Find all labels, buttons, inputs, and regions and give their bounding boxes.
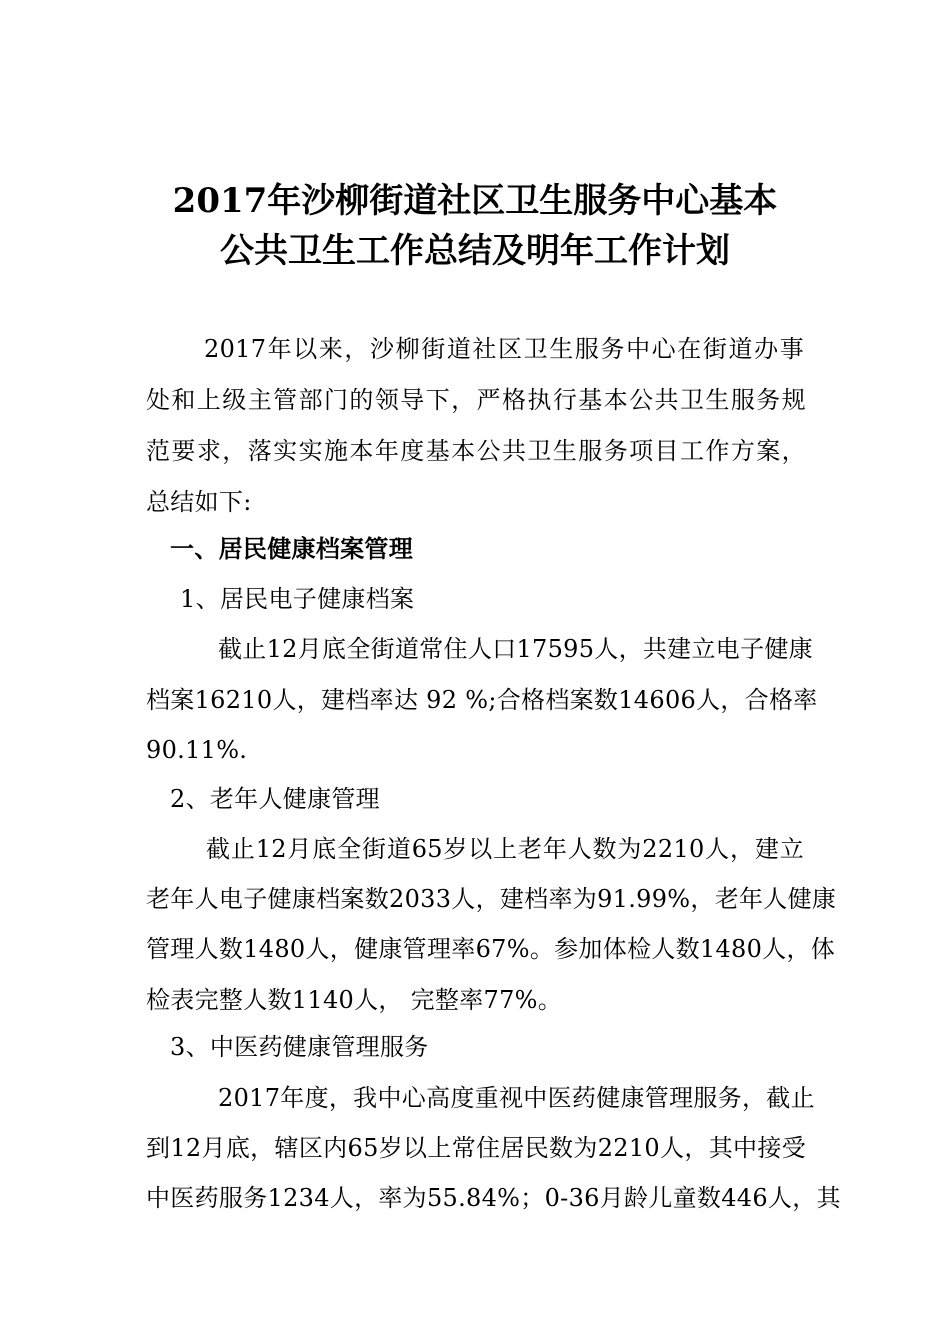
section-heading-resident-health-records: 一、居民健康档案管理 <box>170 534 413 563</box>
intro-line-2: 处和上级主管部门的领导下，严格执行基本公共卫生服务规 <box>146 386 806 414</box>
subheading-electronic-health-records: 1、居民电子健康档案 <box>180 585 415 613</box>
sub1-line-1: 截止12月底全街道常住人口17595人，共建立电子健康 <box>218 635 813 663</box>
document-title-line-1: 2017年沙柳街道社区卫生服务中心基本 <box>172 181 778 221</box>
intro-line-1: 2017年以来，沙柳街道社区卫生服务中心在街道办事 <box>204 335 804 363</box>
sub2-line-1: 截止12月底全街道65岁以上老年人数为2210人，建立 <box>206 835 804 863</box>
document-title-line-2: 公共卫生工作总结及明年工作计划 <box>220 231 730 271</box>
intro-line-3: 范要求，落实实施本年度基本公共卫生服务项目工作方案， <box>146 437 806 465</box>
sub2-line-3: 管理人数1480人，健康管理率67%。参加体检人数1480人，体 <box>146 935 836 963</box>
sub2-line-2: 老年人电子健康档案数2033人，建档率为91.99%，老年人健康 <box>146 885 837 913</box>
sub3-line-1: 2017年度，我中心高度重视中医药健康管理服务，截止 <box>218 1084 815 1112</box>
sub3-line-2: 到12月底，辖区内65岁以上常住居民数为2210人，其中接受 <box>146 1134 806 1162</box>
sub2-line-4: 检表完整人数1140人， 完整率77%。 <box>146 986 563 1014</box>
sub1-line-2: 档案16210人，建档率达 92 %;合格档案数14606人，合格率 <box>146 686 818 714</box>
sub1-line-3: 90.11%. <box>146 736 248 764</box>
sub3-line-3: 中医药服务1234人，率为55.84%；0-36月龄儿童数446人，其 <box>146 1184 841 1212</box>
intro-line-4: 总结如下: <box>146 488 252 516</box>
subheading-elderly-health-management: 2、老年人健康管理 <box>170 785 380 813</box>
subheading-tcm-health-management: 3、中医药健康管理服务 <box>170 1033 429 1061</box>
